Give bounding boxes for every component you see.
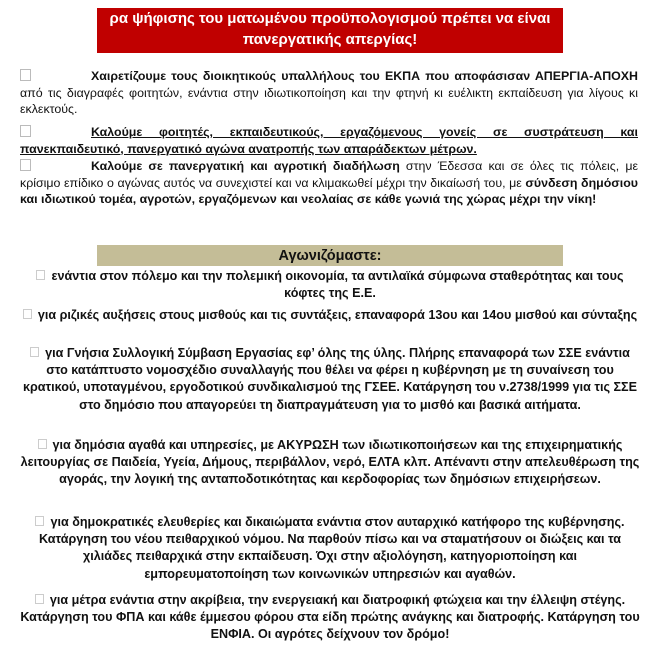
demand-item	[20, 437, 640, 489]
bullet-box-icon	[35, 594, 44, 604]
bullet-box-icon	[35, 516, 44, 526]
greeting-text: από τις διαγραφές φοιτητών, ενάντια στην ιδιωτικοποίηση και την φτηνή κι ευέλικτη εκπαίδευση για λίγους κι εκλεκτούς.	[20, 85, 638, 116]
title-banner	[97, 8, 563, 53]
demand-text: για ριζικές αυξήσεις στους μισθούς και τις συντάξεις, επαναφορά 13ου και 14ου μισθού και σύνταξης	[37, 308, 638, 322]
demand-item	[20, 268, 640, 302]
demand-item	[20, 592, 640, 644]
call-students-text: Καλούμε φοιτητές, εκπαιδευτικούς, εργαζόμενους γονείς σε συστράτευση και πανεκπαιδευτικό, πανεργατικό αγώνα ανατροπής των απαράδεκτων μέτρων.	[20, 125, 638, 156]
greeting-bold: Χαιρετίζουμε τους διοικητικούς υπαλλήλους του ΕΚΠΑ που αποφάσισαν ΑΠΕΡΓΙΑ-ΑΠΟΧΗ	[91, 69, 638, 83]
demand-text: ενάντια στον πόλεμο και την πολεμική οικονομία, τα αντιλαϊκά σύμφωνα σταθερότητας και τους κόφτες της Ε.Ε.	[51, 269, 624, 301]
demand-text: για δημοκρατικές ελευθερίες και δικαιώματα ενάντια στον αυταρχικό κατήφορο της κυβέρνησης. Κατάργηση του νέου πειθαρχικού νόμου. Να παρθούν πίσω και να σταματήσουν οι διώξεις και τα χιλιάδες πειθαρχικά στην εκπαίδευση. Όχι στην αξιολόγηση, κατηγοριοποίηση και εμπορευματοποίηση των κοινωνικών υπηρεσιών και αγαθών.	[38, 515, 625, 581]
demand-item	[20, 514, 640, 583]
demonstration-bold-end: σύνδεση δημόσιου και ιδιωτικού τομέα, αγροτών, εργαζόμενων και νεολαίας σε κάθε γωνιά της χώρας μέχρι την νίκη!	[20, 175, 638, 206]
demand-item	[20, 307, 640, 324]
banner-line-2: πανεργατικής απεργίας!	[242, 31, 418, 48]
banner-line-1: ρα ψήφισης του ματωμένου προϋπολογισμού πρέπει να είναι	[109, 10, 551, 27]
bullet-box-icon	[38, 439, 47, 449]
demand-text: για μέτρα ενάντια στην ακρίβεια, την ενεργειακή και διατροφική φτώχεια και την έλλειψη στέγης. Κατάργηση του ΦΠΑ και κάθε έμμεσου φόρου στα είδη πρώτης ανάγκης και διατροφής. Κατάργηση του ΕΝΦΙΑ. Οι αγρότες δείχνουν τον δρόμο!	[20, 593, 640, 642]
demand-text: για Γνήσια Συλλογική Σύμβαση Εργασίας εφ’ όλης της ύλης. Πλήρης επαναφορά των ΣΣΕ ενάντια στο κατάπτυστο νομοσχέδιο συναλλαγής που θέλει να φέρει η κυβέρνηση με τη συναίνεση του κρατικού, υποταγμένου, εργοδοτικού συνδικαλισμού της ΓΣΕΕ. Κατάργηση του ν.2738/1999 για τις ΣΣΕ στο δημόσιο που απαγορεύει τη διαπραγμάτευση για το μισθό και βασικά αιτήματα.	[22, 346, 638, 412]
paragraph-greeting	[20, 68, 638, 118]
paragraph-call-students	[20, 124, 638, 157]
demand-item	[20, 345, 640, 414]
bullet-box-icon	[36, 270, 45, 280]
bullet-box-icon	[20, 125, 31, 137]
demonstration-text: στην Έδεσσα και σε όλες τις πόλεις, με κρίσιμο επίδικο ο αγώνας αυτός να συνεχιστεί και να κλιμακωθεί μέχρι την δικαίωσή του, με	[20, 159, 638, 190]
bullet-box-icon	[20, 159, 31, 171]
demonstration-bold: Καλούμε σε πανεργατική και αγροτική διαδήλωση	[91, 159, 400, 173]
demand-text: για δημόσια αγαθά και υπηρεσίες, με ΑΚΥΡΩΣΗ των ιδιωτικοποιήσεων και της επιχειρηματικής λειτουργίας σε Παιδεία, Υγεία, Δήμους, περιβάλλον, νερό, ΕΛΤΑ κλπ. Απέναντι στην απελευθέρωση της αγοράς, την λογική της ανταποδοτικότητας και κερδοφορίας των δημόσιων επιχειρήσεων.	[20, 438, 640, 487]
section-heading: Αγωνιζόμαστε:	[97, 245, 563, 266]
bullet-box-icon	[20, 69, 31, 81]
bullet-box-icon	[23, 309, 32, 319]
paragraph-call-demonstration	[20, 158, 638, 208]
bullet-box-icon	[30, 347, 39, 357]
